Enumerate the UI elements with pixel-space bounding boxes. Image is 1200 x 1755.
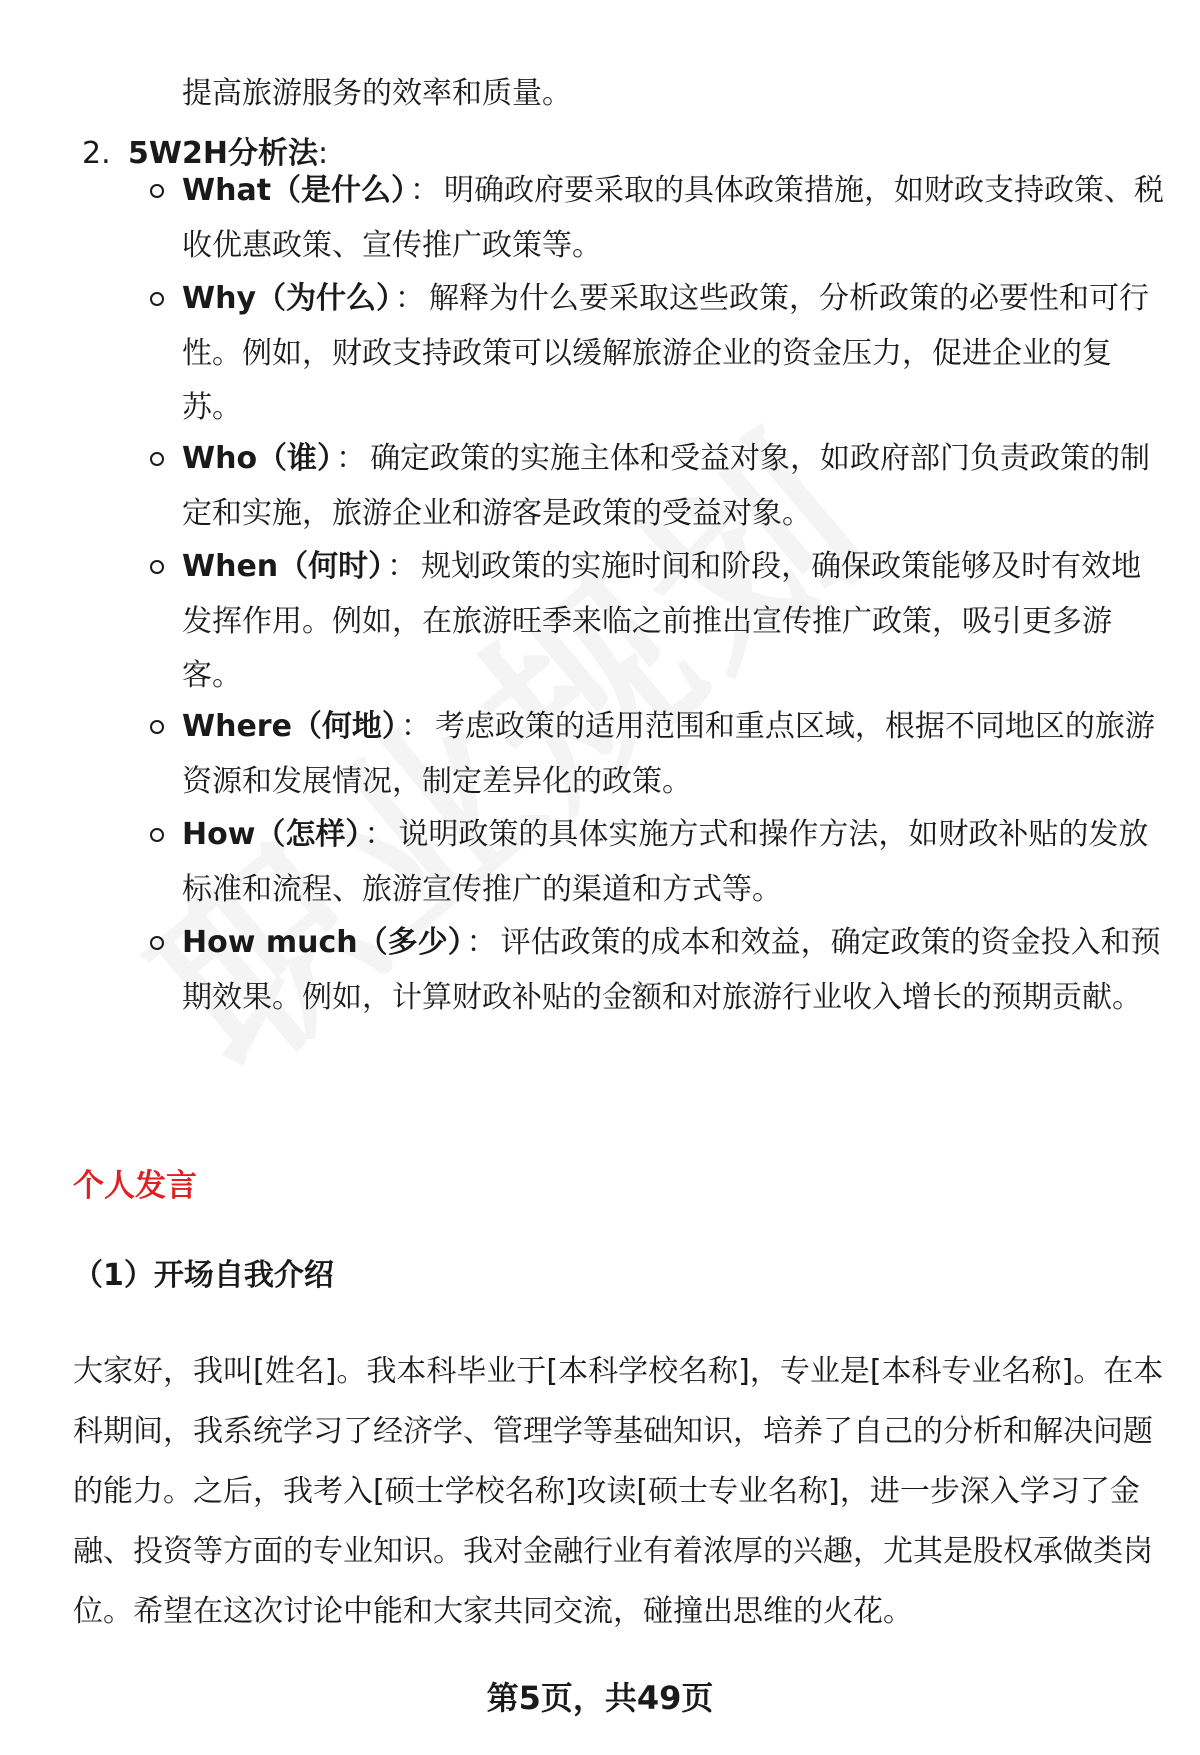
section-2-heading (82, 134, 328, 174)
bullet-icon (150, 292, 164, 306)
item-text-cont: 客。 (182, 658, 242, 693)
bullet-icon (150, 452, 164, 466)
intro-paragraph-line: 融、投资等方面的专业知识。我对金融行业有着浓厚的兴趣，尤其是股权承做类岗 (73, 1534, 1153, 1569)
item-separator: ： (336, 441, 367, 476)
personal-speech-heading: 个人发言 (73, 1168, 197, 1204)
item-separator: ： (400, 709, 431, 744)
intro-paragraph-line: 的能力。之后，我考入[硕士学校名称]攻读[硕士专业名称]，进一步深入学习了金 (73, 1474, 1140, 1509)
item-text: 规划政策的实施时间和阶段，确保政策能够及时有效地 (421, 549, 1142, 584)
intro-heading: （1）开场自我介绍 (73, 1258, 334, 1293)
intro-paragraph-line: 位。希望在这次讨论中能和大家共同交流，碰撞出思维的火花。 (73, 1594, 913, 1629)
bullet-icon (150, 184, 164, 198)
item-text: 确定政策的实施主体和受益对象，如政府部门负责政策的制 (370, 441, 1151, 476)
item-term: Where（何地） (182, 709, 397, 744)
item-separator: ： (395, 281, 426, 316)
bullet-icon (150, 828, 164, 842)
bullet-icon (150, 720, 164, 734)
item-term: Who（谁） (182, 441, 333, 476)
item-separator: ： (466, 925, 497, 960)
item-term: When（何时） (182, 549, 384, 584)
item-text-cont: 苏。 (182, 390, 242, 425)
intro-paragraph-line: 科期间，我系统学习了经济学、管理学等基础知识，培养了自己的分析和解决问题 (73, 1414, 1153, 1449)
item-term: How（怎样） (182, 817, 361, 852)
intro-paragraph-line: 大家好，我叫[姓名]。我本科毕业于[本科学校名称]，专业是[本科专业名称]。在本 (73, 1354, 1164, 1389)
item-separator: ： (410, 173, 441, 208)
item-term: Why（为什么） (182, 281, 392, 316)
page-footer: 第5页，共49页 (486, 1679, 714, 1717)
list-item-where (182, 707, 1155, 747)
item-text-cont: 标准和流程、旅游宣传推广的渠道和方式等。 (182, 872, 782, 907)
item-separator: ： (364, 817, 395, 852)
item-text-cont: 性。例如，财政支持政策可以缓解旅游企业的资金压力，促进企业的复 (182, 336, 1112, 371)
item-text-cont: 期效果。例如，计算财政补贴的金额和对旅游行业收入增长的预期贡献。 (182, 980, 1142, 1015)
item-term: How much（多少） (182, 925, 463, 960)
item-separator: ： (387, 549, 418, 584)
bullet-icon (150, 936, 164, 950)
list-item-when (182, 547, 1141, 587)
list-item-how (182, 815, 1148, 855)
item-text: 解释为什么要采取这些政策，分析政策的必要性和可行 (429, 281, 1150, 316)
section-colon: : (317, 136, 329, 171)
item-text: 考虑政策的适用范围和重点区域，根据不同地区的旅游 (434, 709, 1155, 744)
item-term: What（是什么） (182, 173, 407, 208)
item-text-cont: 资源和发展情况，制定差异化的政策。 (182, 764, 692, 799)
top-line: 提高旅游服务的效率和质量。 (182, 76, 572, 111)
bullet-icon (150, 560, 164, 574)
item-text: 明确政府要采取的具体政策措施，如财政支持政策、税 (444, 173, 1165, 208)
item-text-cont: 定和实施，旅游企业和游客是政策的受益对象。 (182, 496, 812, 531)
item-text-cont: 收优惠政策、宣传推广政策等。 (182, 228, 602, 263)
list-item-who (182, 439, 1150, 479)
section-title: 5W2H分析法 (128, 136, 318, 171)
list-item-how-much (182, 923, 1161, 963)
list-item-why (182, 279, 1149, 319)
item-text: 评估政策的成本和效益，确定政策的资金投入和预 (500, 925, 1161, 960)
list-item-what (182, 171, 1164, 211)
item-text: 说明政策的具体实施方式和操作方法，如财政补贴的发放 (398, 817, 1149, 852)
section-number: 2. (82, 136, 111, 171)
item-text-cont: 发挥作用。例如，在旅游旺季来临之前推出宣传推广政策，吸引更多游 (182, 604, 1112, 639)
